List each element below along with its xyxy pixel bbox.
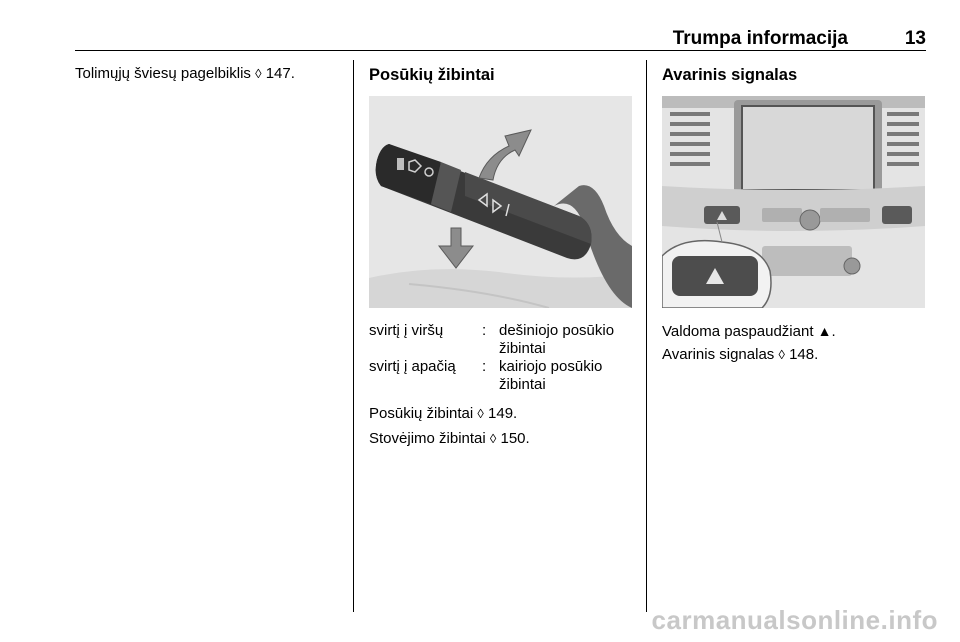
- turn-signal-lever-drawing: [369, 96, 632, 308]
- reference-arrow-icon: ◊: [255, 66, 262, 81]
- definition-row-up: svirtį į viršų : dešiniojo posūkio žibintai: [369, 322, 644, 358]
- column-divider-2: [646, 60, 647, 612]
- column-1: [75, 64, 347, 84]
- section-title: Trumpa informacija: [672, 28, 848, 49]
- reference-arrow-icon: ◊: [778, 347, 785, 362]
- definition-term: svirtį į viršų: [369, 322, 444, 339]
- page-number: 13: [904, 28, 926, 49]
- column-3: [662, 64, 926, 86]
- turn-signals-heading: Posūkių žibintai: [369, 66, 495, 84]
- page-header: [75, 28, 926, 50]
- definition-description: dešiniojo posūkio žibintai: [499, 322, 615, 357]
- lever-definition-list: [369, 322, 644, 394]
- hazard-warning-reference: Avarinis signalas ◊ 148.: [662, 346, 819, 363]
- hazard-button-illustration: [662, 96, 925, 308]
- hazard-dashboard-drawing: [662, 96, 925, 308]
- watermark: carmanualsonline.info: [651, 605, 938, 635]
- reference-arrow-icon: ◊: [489, 431, 497, 446]
- high-beam-assist-reference: Tolimųjų šviesų pagelbiklis ◊ 147.: [75, 65, 295, 82]
- hazard-operation-line: Valdoma paspaudžiant ▲.: [662, 323, 836, 340]
- turn-signals-reference: Posūkių žibintai ◊ 149.: [369, 405, 518, 422]
- column-2: [369, 64, 634, 86]
- definition-description: kairiojo posūkio žibintai: [499, 358, 603, 393]
- hazard-triangle-icon: ▲: [817, 323, 832, 339]
- parking-lights-reference: Stovėjimo žibintai ◊ 150.: [369, 430, 530, 447]
- definition-term: svirtį į apačią: [369, 358, 456, 375]
- turn-signal-lever-illustration: [369, 96, 632, 308]
- reference-arrow-icon: ◊: [477, 406, 484, 421]
- column-divider-1: [353, 60, 354, 612]
- definition-row-down: svirtį į apačią : kairiojo posūkio žibintai: [369, 358, 644, 394]
- hazard-warning-heading: Avarinis signalas: [662, 66, 798, 84]
- header-rule: [75, 50, 926, 51]
